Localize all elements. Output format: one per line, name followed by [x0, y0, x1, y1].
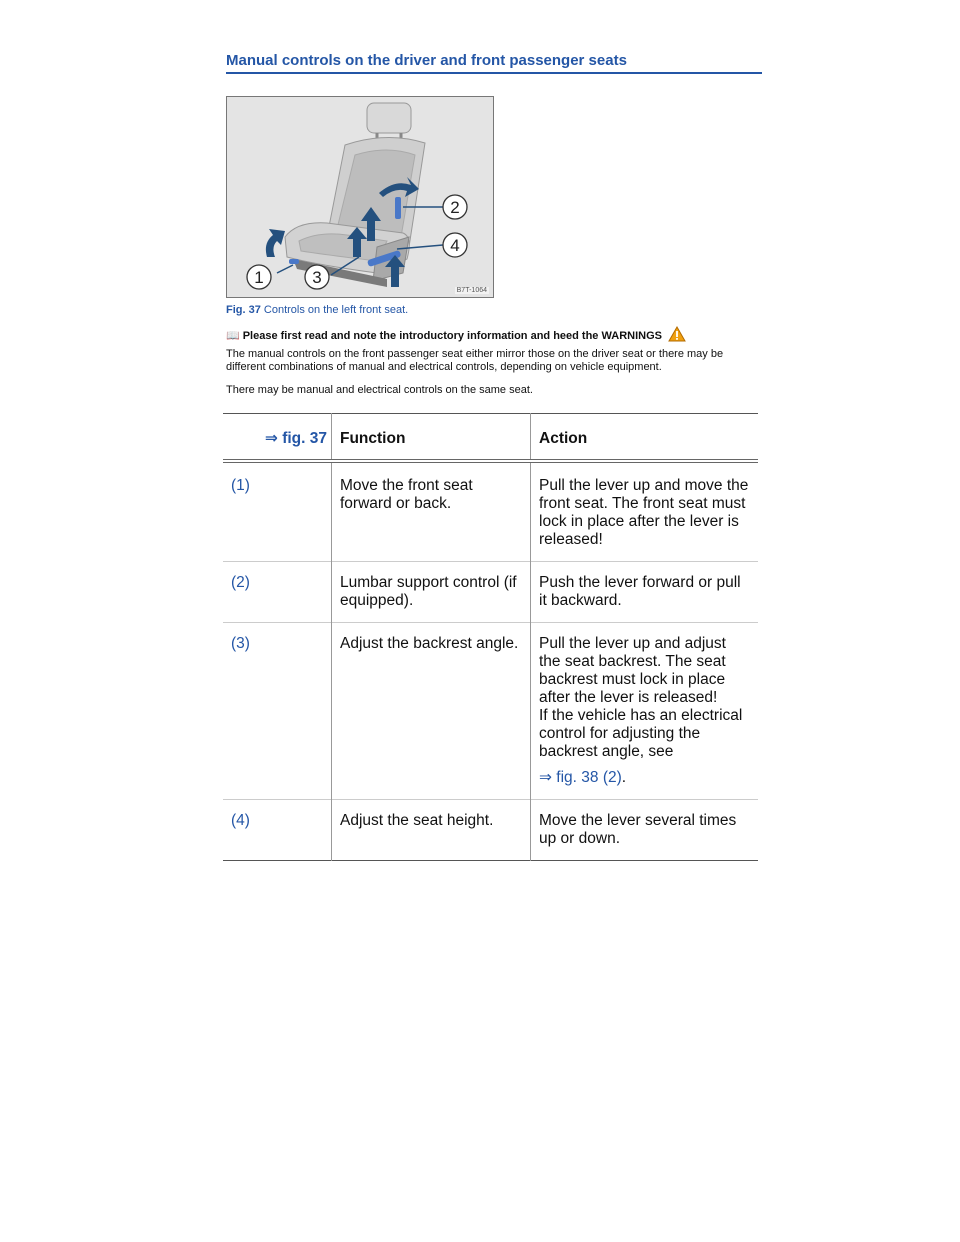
figure-caption	[226, 304, 408, 316]
table-row	[223, 622, 758, 799]
row-number: (3)	[223, 622, 332, 799]
seat-figure	[226, 96, 494, 298]
intro-note	[226, 326, 766, 342]
row-function: Adjust the backrest angle.	[332, 622, 531, 799]
row-number: (2)	[223, 561, 332, 622]
paragraph-controls: The manual controls on the front passenger seat either mirror those on the driver seat or there may be different combinations of manual and electrical controls, depending on vehicle equipment.	[226, 348, 724, 373]
table-row	[223, 561, 758, 622]
row-action-reference	[539, 769, 750, 787]
svg-text:4: 4	[450, 236, 460, 255]
warning-triangle-icon[interactable]	[668, 326, 686, 342]
callout-1	[247, 265, 271, 289]
row-function: Lumbar support control (if equipped).	[332, 561, 531, 622]
table-header-row	[223, 414, 758, 461]
row-function: Adjust the seat height.	[332, 799, 531, 860]
figure-caption-text: Controls on the left front seat.	[263, 304, 409, 316]
row-action	[531, 622, 759, 799]
svg-text:2: 2	[450, 198, 460, 217]
header-action: Action	[539, 430, 588, 447]
row-action-text: Pull the lever up and adjust the seat backrest. The seat backrest must lock in place after the lever is released!	[539, 634, 726, 706]
row-action-reference-end: .	[621, 768, 627, 786]
seat-illustration	[227, 97, 493, 297]
callout-3	[305, 265, 329, 289]
table-row	[223, 461, 758, 562]
figure-code: B7T-1064	[456, 287, 487, 294]
section-heading: Manual controls on the driver and front passenger seats	[226, 52, 762, 74]
svg-text:1: 1	[254, 268, 264, 287]
row-action-note: If the vehicle has an electrical control for adjusting the backrest angle, see	[539, 706, 743, 760]
row-action: Move the lever several times up or down.	[539, 811, 737, 847]
row-action: Push the lever forward or pull it backward.	[539, 573, 741, 609]
footer-watermark: carmanualsonline.info	[852, 1224, 960, 1236]
row-number: (4)	[223, 799, 332, 860]
row-number: (1)	[223, 461, 332, 562]
figure-caption-label: Fig. 37	[226, 304, 261, 316]
table-row	[223, 799, 758, 860]
callout-2	[443, 195, 467, 219]
row-function: Move the front seat forward or back.	[332, 461, 531, 562]
figure-38-link[interactable]: ⇒ fig. 38 (2)	[539, 768, 622, 786]
book-icon: 📖	[226, 330, 240, 342]
header-function: Function	[332, 414, 531, 461]
callout-4	[443, 233, 467, 257]
controls-table	[223, 413, 758, 861]
paragraph-mixed-controls: There may be manual and electrical controls on the same seat.	[226, 384, 533, 396]
svg-text:3: 3	[312, 268, 322, 287]
header-figure-ref[interactable]: ⇒ fig. 37	[223, 414, 332, 461]
row-action: Pull the lever up and move the front seat. The front seat must lock in place after the lever is released!	[539, 476, 749, 548]
intro-text: Please first read and note the introductory information and heed the WARNINGS	[242, 330, 662, 342]
